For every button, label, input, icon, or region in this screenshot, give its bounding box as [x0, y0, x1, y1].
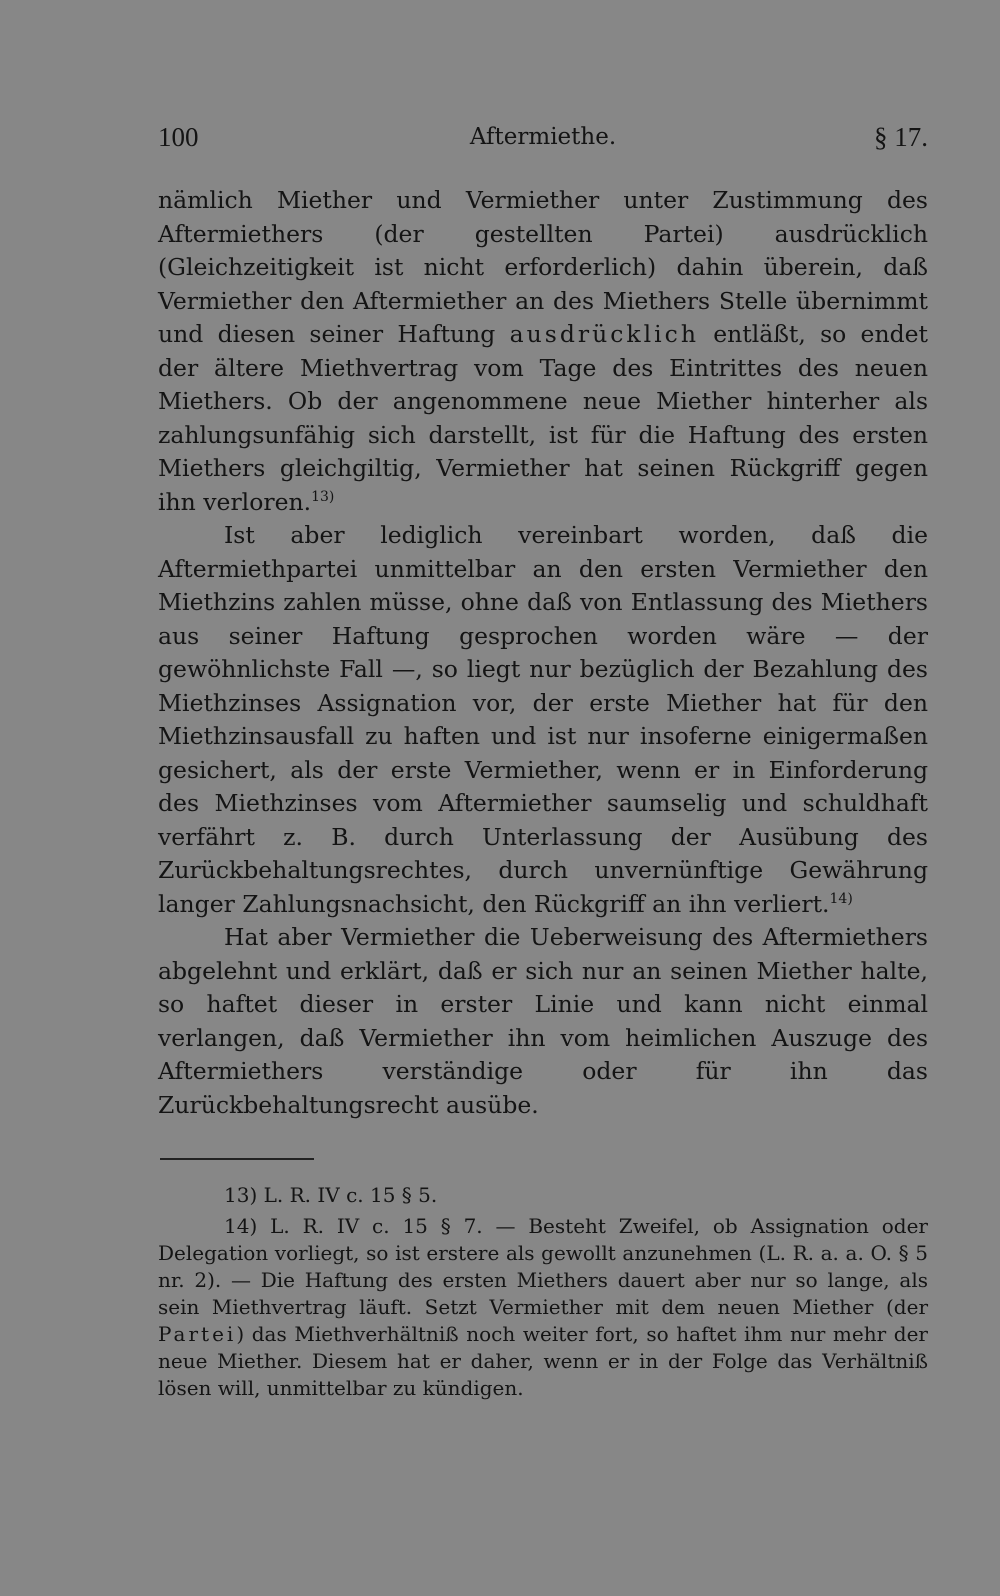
footnote-14-text-continued: ) das Miethverhältniß noch weiter fort, so haftet ihm nur mehr der neue Miether. Diesem hat er daher, wenn er in der Folge das Verhältniß lösen will, unmittelbar zu kündigen. [158, 1322, 928, 1400]
paragraph-2-text: Ist aber lediglich vereinbart worden, daß die Aftermiethpartei unmittelbar an den ersten Vermiether den Miethzins zahlen müsse, ohne daß von Entlassung des Miethers aus seiner Haftung gesprochen worden wäre — der gewöhnlichste Fall —, so liegt nur bezüglich der Bezahlung des Miethzinses Assignation vor, der erste Miether hat für den Miethzinsausfall zu haften und ist nur insoferne einigermaßen gesichert, als der erste Vermiether, wenn er in Einforderung des Miethzinses vom Aftermiether saumselig und schuldhaft verfährt z. B. durch Unterlassung der Ausübung des Zurückbehaltungsrechtes, durch unvernünftige Gewährung langer Zahlungsnachsicht, den Rückgriff an ihn verliert. [158, 521, 928, 918]
paragraph-3-text: Hat aber Vermiether die Ueberweisung des Aftermiethers abgelehnt und erklärt, daß er sich nur an seinen Miether halte, so haftet dieser in erster Linie und kann nicht einmal verlangen, daß Vermiether ihn vom heimlichen Auszuge des Aftermiethers verständige oder für ihn das Zurückbehaltungsrecht ausübe. [158, 923, 928, 1119]
footnotes [158, 1182, 928, 1402]
running-title: Aftermiethe. [469, 124, 617, 150]
footnote-ref-14[interactable]: 14) [829, 890, 853, 907]
paragraph-1-text: nämlich Miether und Vermiether unter Zustimmung des Aftermiethers (der gestellten Partei) ausdrücklich (Gleichzeitigkeit ist nicht erforderlich) dahin überein, daß Vermiether den Aftermiether an des Miethers Stelle übernimmt und diesen seiner Haftung [158, 186, 928, 348]
footnote-13: 13) L. R. IV c. 15 § 5. [224, 1183, 438, 1207]
paragraph-2 [158, 519, 928, 921]
footnote-14-text: 14) L. R. IV c. 15 § 7. — Besteht Zweifel, ob Assignation oder Delegation vorliegt, so ist erstere als gewollt anzunehmen (L. R. a. a. O. § 5 nr. 2). — Die Haftung des ersten Miethers dauert aber nur so lange, als sein Miethvertrag läuft. Setzt Vermiether mit dem neuen Miether (der [158, 1214, 928, 1319]
page-number: 100 [158, 122, 199, 152]
page-header [158, 122, 928, 162]
section-number: § 17. [874, 122, 928, 152]
footnote-ref-13[interactable]: 13) [311, 488, 335, 505]
paragraph-3 [158, 921, 928, 1122]
footnote-14 [158, 1213, 928, 1402]
paragraph-1 [158, 184, 928, 519]
footnote-divider [160, 1158, 314, 1160]
emphasis-spaced: ausdrücklich [509, 320, 699, 348]
main-text [158, 184, 928, 1122]
emphasis-spaced: Partei [158, 1322, 237, 1346]
paragraph-1-text-continued: entläßt, so endet der ältere Miethvertrag vom Tage des Eintrittes des neuen Miethers. Ob der angenommene neue Miether hinterher als zahlungsunfähig sich darstellt, ist für die Haftung des ersten Miethers gleichgiltig, Vermiether hat seinen Rückgriff gegen ihn verloren. [158, 320, 928, 516]
